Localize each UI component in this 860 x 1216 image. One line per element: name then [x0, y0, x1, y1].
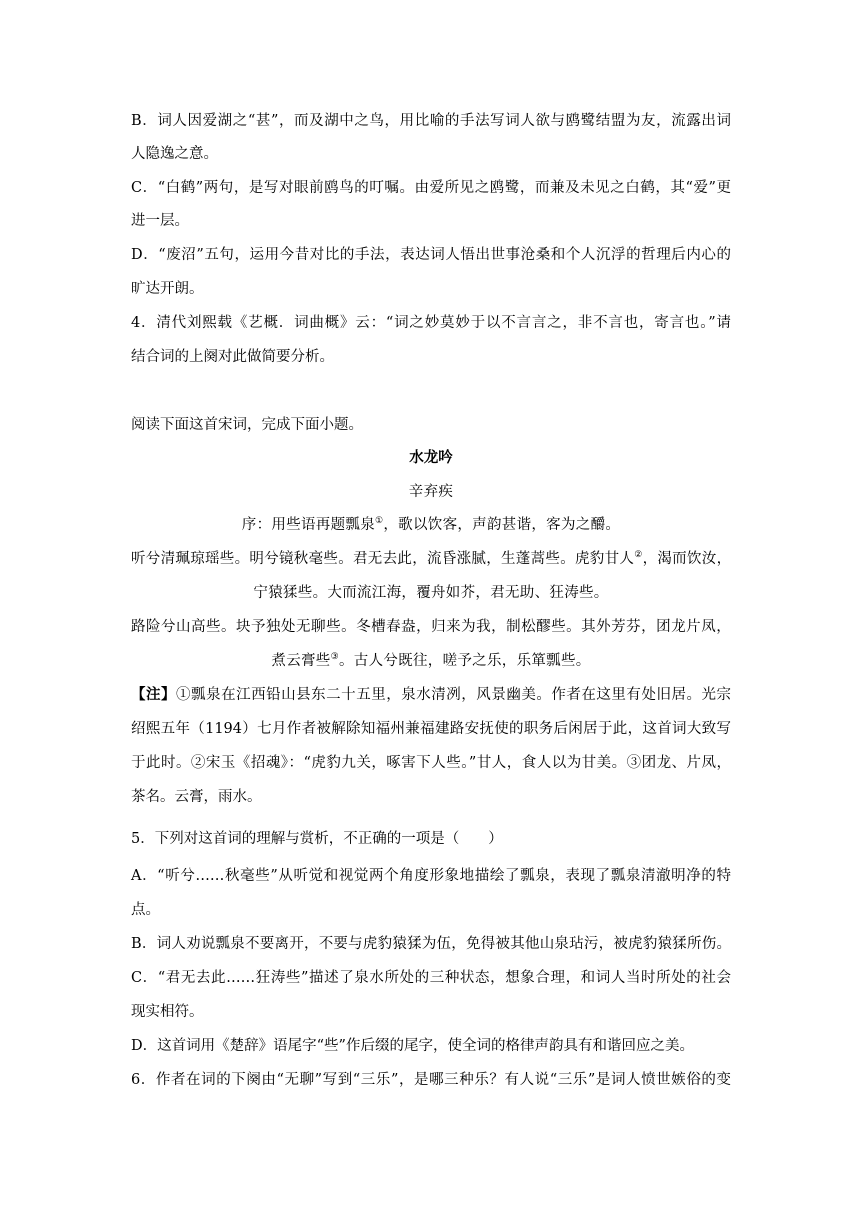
- poem-line-4-a: 煮云膏些: [271, 653, 331, 669]
- footnote-ref-2: ②: [634, 550, 643, 561]
- note-label: 【注】: [131, 686, 177, 703]
- q6-line1: 6．作者在词的下阕由“无聊”写到“三乐”，是哪三种乐？有人说“三乐”是词人愤世嫉俗的变: [131, 1072, 731, 1088]
- note-line4: 茶名。云膏，雨水。: [131, 789, 262, 805]
- note-text-1: ①瓢泉在江西铅山县东二十五里，泉水清冽，风景幽美。作者在这里有处旧居。光宗: [176, 687, 732, 703]
- poem-line-4: [131, 651, 731, 671]
- poem-preface-text-b: ，歌以饮客，声韵甚谐，客为之釂。: [383, 517, 621, 533]
- footnote-ref-3: ③: [330, 652, 339, 663]
- poem-line-2: 宁猿猱些。大而流江海，覆舟如芥，君无助、狂涛些。: [253, 585, 609, 601]
- poem-preface: [131, 515, 731, 535]
- note-line2: 绍熙五年（1194）七月作者被解除知福州兼福建路安抚使的职务后闲居于此，这首词大致写: [131, 721, 731, 737]
- q5-option-a-line2: 点。: [131, 902, 160, 918]
- q3-option-b-line1: B．词人因爱湖之“甚”，而及湖中之鸟，用比喻的手法写词人欲与鸥鹭结盟为友，流露出词: [131, 113, 731, 129]
- poem-line-1-a: 听兮清珮琼瑶些。明兮镜秋毫些。君无去此，流昏涨腻，生蓬蒿些。虎豹甘人: [131, 551, 635, 567]
- note-line3: 于此时。②宋玉《招魂》：“虎豹九关，啄害下人些。”甘人，食人以为甘美。③团龙、片凤，: [131, 755, 731, 771]
- footnote-ref-1: ①: [375, 516, 384, 527]
- q5-option-a-line1: A．“听兮……秋毫些”从听觉和视觉两个角度形象地描绘了瓢泉，表现了瓢泉清澈明净的特: [131, 868, 731, 884]
- note-line1: [131, 685, 731, 705]
- q3-option-c-line2: 进一层。: [131, 213, 189, 229]
- poem-title: 水龙吟: [409, 449, 453, 466]
- q3-option-d-line2: 旷达开朗。: [131, 281, 204, 297]
- q5-stem: 5．下列对这首词的理解与赏析，不正确的一项是（ ）: [131, 831, 503, 847]
- q3-option-d-line1: D．“废沼”五句，运用今昔对比的手法，表达词人悟出世事沧桑和个人沉浮的哲理后内心的: [131, 247, 731, 263]
- poem-preface-text-a: 序：用些语再题瓢泉: [241, 517, 375, 533]
- poem-line-1-b: ，渴而饮汝，: [642, 551, 732, 567]
- q3-option-c-line1: C．“白鹤”两句，是写对眼前鸥鸟的叮嘱。由爱所见之鸥鹭，而兼及未见之白鹤，其“爱”更: [131, 180, 731, 196]
- q4-line1: 4．清代刘熙载《艺概．词曲概》云：“词之妙莫妙于以不言言之，非不言也，寄言也。”请: [131, 315, 731, 331]
- poem-line-3: 路险兮山高些。块予独处无聊些。冬槽春盎，归来为我，制松醪些。其外芳芬，团龙片凤，: [131, 619, 731, 635]
- q3-option-b-line2: 人隐逸之意。: [131, 146, 218, 162]
- poem-line-4-b: 。古人兮既往，嗟予之乐，乐箪瓢些。: [338, 653, 591, 669]
- q4-line2: 结合词的上阕对此做简要分析。: [131, 349, 334, 365]
- q5-option-d: D．这首词用《楚辞》语尾字“些”作后缀的尾字，使全词的格律声韵具有和谐回应之美。: [131, 1038, 694, 1054]
- q5-option-b: B．词人劝说瓢泉不要离开，不要与虎豹猿猱为伍，免得被其他山泉玷污，被虎豹猿猱所伤。: [131, 936, 731, 952]
- poem-author: 辛弃疾: [408, 484, 454, 500]
- q5-option-c-line2: 现实相符。: [131, 1004, 204, 1020]
- poem-line-1: [131, 549, 731, 569]
- reading-intro: 阅读下面这首宋词，完成下面小题。: [131, 417, 363, 433]
- q5-option-c-line1: C．“君无去此……狂涛些”描述了泉水所处的三种状态，想象合理，和词人当时所处的社会: [131, 970, 731, 986]
